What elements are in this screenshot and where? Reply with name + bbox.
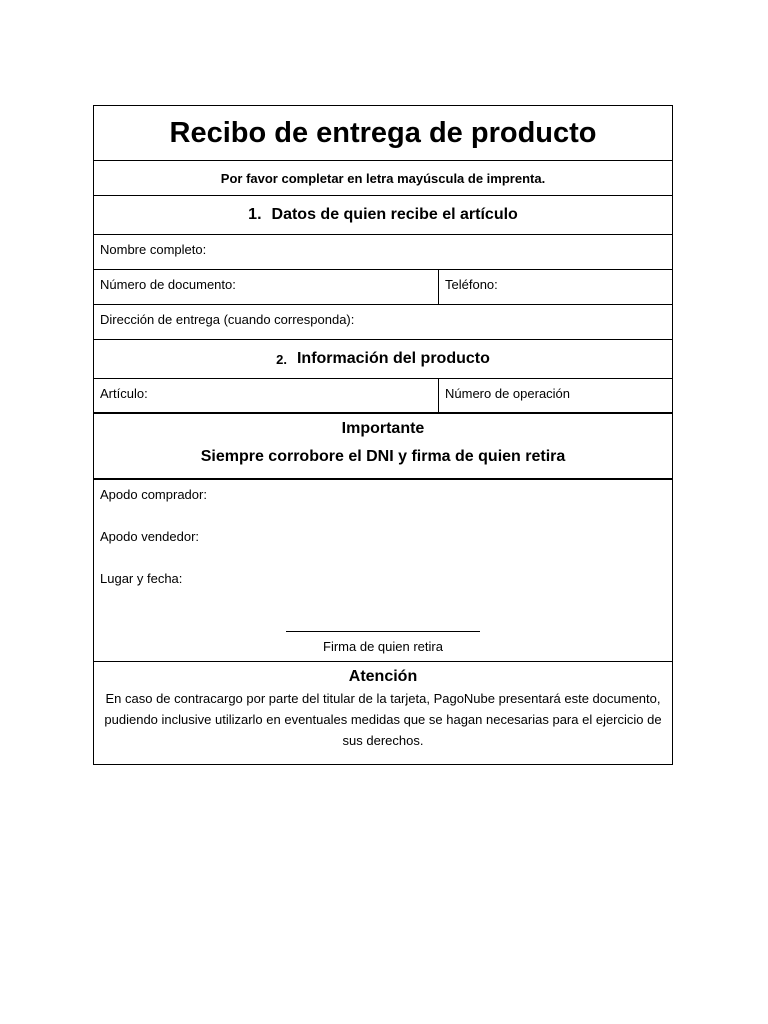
- full-name-field[interactable]: [94, 235, 672, 269]
- section-1-header: [94, 196, 672, 235]
- operation-number-label: Número de operación: [445, 386, 571, 401]
- signature-label: Firma de quien retira: [323, 639, 443, 654]
- instructions-row: [94, 161, 672, 196]
- place-date-label: Lugar y fecha:: [100, 571, 183, 586]
- attention-text: En caso de contracargo por parte del titular de la tarjeta, PagoNube presentará este documento, pudiendo inclusive utilizarlo en eventuales medidas que se hagan necesarias para el ejercicio de sus derechos.: [104, 691, 662, 748]
- signature-line[interactable]: [286, 631, 480, 632]
- buyer-nick-label: Apodo comprador:: [100, 487, 207, 502]
- document-phone-row: [94, 270, 672, 305]
- section-1-number: 1.: [248, 206, 262, 223]
- important-text: Siempre corrobore el DNI y firma de quien retira: [200, 448, 566, 465]
- phone-label: Teléfono:: [445, 277, 498, 292]
- operation-number-field[interactable]: [439, 379, 672, 412]
- section-1-title: Datos de quien recibe el artículo: [271, 206, 518, 223]
- attention-title: Atención: [348, 668, 418, 685]
- document-number-label: Número de documento:: [100, 277, 236, 292]
- important-notice: [94, 414, 672, 480]
- article-label: Artículo:: [100, 386, 148, 401]
- section-2-header: [94, 340, 672, 379]
- full-name-label: Nombre completo:: [100, 242, 207, 257]
- delivery-receipt-form: [93, 105, 673, 765]
- buyer-nick-field[interactable]: [100, 487, 666, 529]
- important-title: Importante: [341, 420, 425, 437]
- seller-nick-field[interactable]: [100, 529, 666, 571]
- place-date-field[interactable]: [100, 571, 666, 613]
- article-field[interactable]: [94, 379, 439, 412]
- full-name-row: [94, 235, 672, 270]
- title-row: [94, 106, 672, 161]
- product-row: [94, 379, 672, 414]
- seller-nick-label: Apodo vendedor:: [100, 529, 200, 544]
- delivery-address-field[interactable]: [94, 305, 672, 339]
- section-2-number: 2.: [276, 351, 287, 367]
- delivery-address-row: [94, 305, 672, 340]
- section-2-title: Información del producto: [296, 350, 490, 367]
- form-title: Recibo de entrega de producto: [169, 116, 597, 149]
- form-instructions: Por favor completar en letra mayúscula de imprenta.: [220, 170, 546, 186]
- phone-field[interactable]: [439, 270, 672, 304]
- signature-block: [94, 480, 672, 662]
- attention-notice: [94, 662, 672, 764]
- delivery-address-label: Dirección de entrega (cuando corresponda):: [100, 312, 355, 327]
- document-number-field[interactable]: [94, 270, 439, 304]
